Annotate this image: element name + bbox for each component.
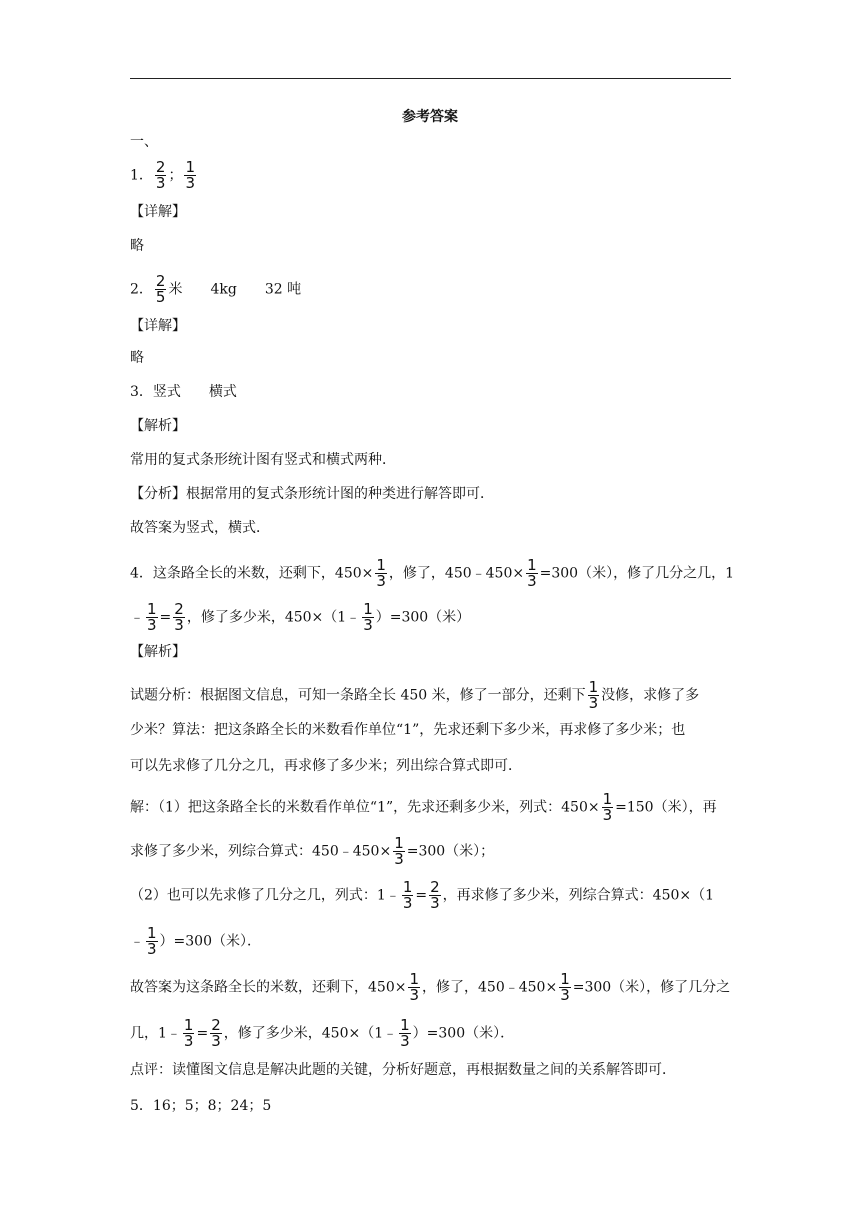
fraction: $\frac{1}{3}$ bbox=[602, 790, 613, 824]
q2-body: 略 bbox=[130, 350, 144, 366]
fraction: $\frac{1}{3}$ bbox=[588, 678, 599, 712]
fraction: $\frac{1}{3}$ bbox=[185, 158, 196, 192]
q4-para1-line3: 可以先求修了几分之几，再求修了多少米；列出综合算式即可． bbox=[130, 758, 522, 774]
q4-solution-line3: （2）也可以先求修了几分之几，列式：1﹣ $\frac{1}{3}$ = $\frac{2}{3}$ ，再求修了多少米，列综合算式：450×（1 bbox=[130, 878, 715, 912]
fraction: $\frac{2}{3}$ bbox=[430, 878, 440, 912]
q4-solution-line2: 求修了多少米，列综合算式：450﹣450× $\frac{1}{3}$ =300（米）； bbox=[130, 834, 495, 868]
q4-conclusion-line1: 故答案为这条路全长的米数，还剩下，450× $\frac{1}{3}$ ，修了，450﹣450× $\frac{1}{3}$ =300（米），修了几分之 bbox=[130, 970, 731, 1004]
q2-tag: 【详解】 bbox=[130, 318, 186, 334]
fraction: $\frac{1}{3}$ bbox=[400, 1016, 410, 1050]
fraction: $\frac{1}{3}$ bbox=[363, 600, 373, 634]
fraction: $\frac{1}{3}$ bbox=[394, 834, 404, 868]
fraction: $\frac{1}{3}$ bbox=[183, 1016, 194, 1050]
page-title: 参考答案 bbox=[402, 109, 458, 125]
q3-answer: 3．竖式 横式 bbox=[130, 384, 237, 400]
header-rule bbox=[130, 78, 731, 79]
fraction: $\frac{1}{3}$ bbox=[376, 556, 386, 590]
q1-tag: 【详解】 bbox=[130, 204, 186, 220]
q3-line2: 【分析】根据常用的复式条形统计图的种类进行解答即可． bbox=[130, 486, 494, 502]
fraction: $\frac{1}{3}$ bbox=[147, 924, 157, 958]
fraction: $\frac{1}{3}$ bbox=[560, 970, 570, 1004]
q3-line1: 常用的复式条形统计图有竖式和横式两种． bbox=[130, 452, 396, 468]
q4-solution-line4: ﹣ $\frac{1}{3}$ ）=300（米）． bbox=[130, 924, 261, 958]
fraction: $\frac{2}{3}$ bbox=[211, 1016, 221, 1050]
q4-conclusion-line2: 几，1﹣ $\frac{1}{3}$ = $\frac{2}{3}$ ，修了多少米，450×（1﹣ $\frac{1}{3}$ ）=300（米）． bbox=[130, 1016, 515, 1050]
q4-review: 点评：读懂图文信息是解决此题的关键，分析好题意，再根据数量之间的关系解答即可． bbox=[130, 1062, 676, 1078]
q4-solution-line1: 解：（1）把这条路全长的米数看作单位“1”，先求还剩多少米，列式：450× $\frac{1}{3}$ =150（米），再 bbox=[130, 790, 717, 824]
section-heading: 一、 bbox=[130, 134, 158, 150]
q4-answer-line2: ﹣ $\frac{1}{3}$ = $\frac{2}{3}$ ，修了多少米，450×（1﹣ $\frac{1}{3}$ ）=300（米） bbox=[130, 600, 471, 634]
q5-answer: 5．16；5；8；24；5 bbox=[130, 1098, 272, 1114]
q2-answer: 2． $\frac{2}{5}$ 米 4kg 32 吨 bbox=[130, 272, 302, 306]
q3-line3: 故答案为竖式，横式． bbox=[130, 520, 270, 536]
q4-para1-line2: 少米？算法：把这条路全长的米数看作单位“1”，先求还剩下多少米，再求修了多少米；也 bbox=[130, 722, 686, 738]
fraction: $\frac{1}{3}$ bbox=[147, 600, 157, 634]
fraction: $\frac{1}{3}$ bbox=[409, 970, 419, 1004]
fraction: $\frac{2}{3}$ bbox=[174, 600, 184, 634]
q1-body: 略 bbox=[130, 238, 144, 254]
fraction: $\frac{1}{3}$ bbox=[402, 878, 413, 912]
fraction: $\frac{2}{3}$ bbox=[155, 158, 166, 192]
q3-tag: 【解析】 bbox=[130, 418, 186, 434]
fraction: $\frac{1}{3}$ bbox=[527, 556, 537, 590]
q4-tag: 【解析】 bbox=[130, 644, 186, 660]
q4-para1-line1: 试题分析：根据图文信息，可知一条路全长 450 米，修了一部分，还剩下 $\frac{1}{3}$ 没修，求修了多 bbox=[130, 678, 700, 712]
q4-answer-line1: 4．这条路全长的米数，还剩下，450× $\frac{1}{3}$ ，修了，450﹣450× $\frac{1}{3}$ =300（米），修了几分之几，1 bbox=[130, 556, 734, 590]
fraction: $\frac{2}{5}$ bbox=[155, 272, 166, 306]
q1-answer: 1． $\frac{2}{3}$ ； $\frac{1}{3}$ bbox=[130, 158, 196, 192]
